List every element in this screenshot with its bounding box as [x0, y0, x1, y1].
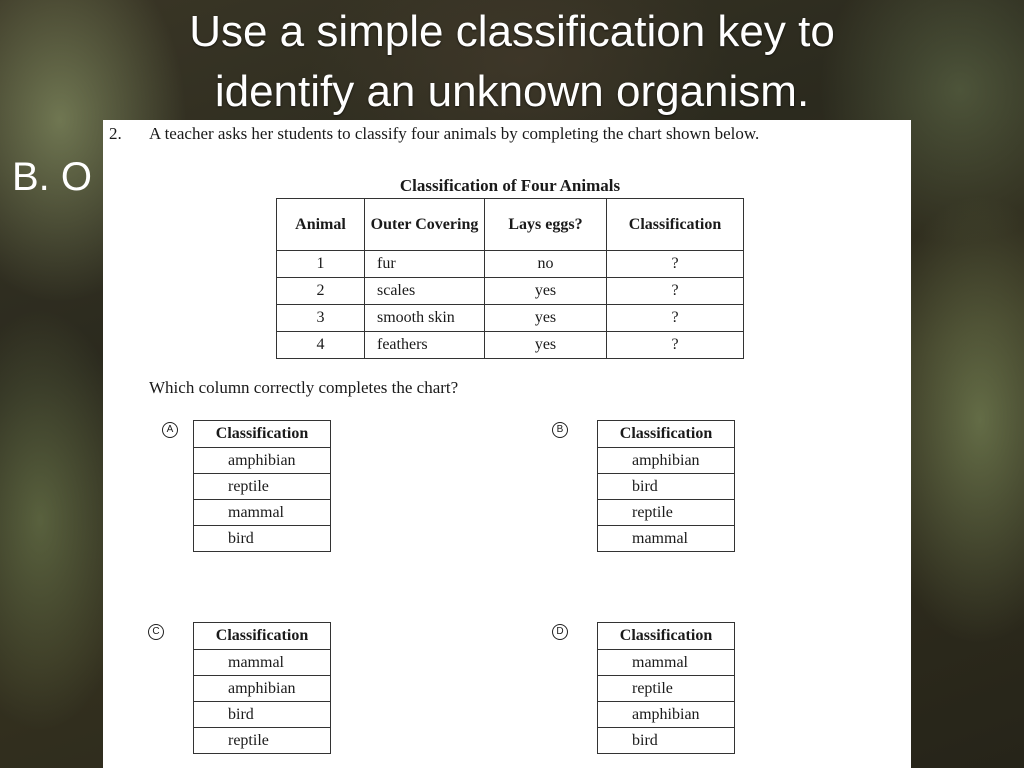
question-prompt: Which column correctly completes the chart? [149, 378, 459, 397]
option-a-marker[interactable]: A [162, 422, 178, 438]
chart-title: Classification of Four Animals [399, 176, 621, 195]
option-item: bird [598, 728, 735, 754]
question-text: A teacher asks her students to classify four animals by completing the chart shown below. [149, 124, 760, 143]
option-d-marker[interactable]: D [552, 624, 568, 640]
cell-eggs: yes [485, 332, 607, 359]
option-header: Classification [598, 623, 735, 650]
option-item: bird [194, 526, 331, 552]
question-number: 2. [109, 124, 122, 143]
cell-covering: smooth skin [365, 305, 485, 332]
option-item: amphibian [194, 676, 331, 702]
option-item: mammal [598, 650, 735, 676]
option-item: reptile [194, 728, 331, 754]
table-row [277, 332, 744, 359]
slide-title [0, 2, 1024, 122]
worksheet-image [103, 120, 911, 768]
cell-animal: 1 [277, 251, 365, 278]
option-header: Classification [598, 421, 735, 448]
option-item: bird [194, 702, 331, 728]
option-c-marker[interactable]: C [148, 624, 164, 640]
table-row [277, 305, 744, 332]
option-d-table [597, 622, 735, 754]
table-header-row [277, 199, 744, 251]
slide-title-line-1: Use a simple classification key to [189, 7, 835, 56]
cell-classification: ? [607, 305, 744, 332]
option-a-table [193, 420, 331, 552]
header-classification: Classification [607, 199, 744, 251]
cell-covering: scales [365, 278, 485, 305]
cell-animal: 2 [277, 278, 365, 305]
option-item: reptile [598, 676, 735, 702]
option-header: Classification [194, 421, 331, 448]
option-item: mammal [194, 500, 331, 526]
table-row [277, 278, 744, 305]
cell-classification: ? [607, 332, 744, 359]
slide-title-line-2: identify an unknown organism. [214, 67, 810, 116]
cell-covering: fur [365, 251, 485, 278]
option-b-table [597, 420, 735, 552]
option-header: Classification [194, 623, 331, 650]
option-item: amphibian [598, 702, 735, 728]
option-item: mammal [194, 650, 331, 676]
slide-subhead: B. O [12, 155, 93, 199]
header-animal: Animal [277, 199, 365, 251]
option-item: reptile [598, 500, 735, 526]
option-item: amphibian [598, 448, 735, 474]
cell-classification: ? [607, 278, 744, 305]
header-lays-eggs: Lays eggs? [485, 199, 607, 251]
table-row [277, 251, 744, 278]
cell-covering: feathers [365, 332, 485, 359]
option-item: reptile [194, 474, 331, 500]
option-c-table [193, 622, 331, 754]
cell-classification: ? [607, 251, 744, 278]
option-b-marker[interactable]: B [552, 422, 568, 438]
cell-eggs: no [485, 251, 607, 278]
option-item: mammal [598, 526, 735, 552]
cell-eggs: yes [485, 278, 607, 305]
header-outer-covering: Outer Covering [365, 199, 485, 251]
cell-animal: 4 [277, 332, 365, 359]
option-item: amphibian [194, 448, 331, 474]
option-item: bird [598, 474, 735, 500]
cell-eggs: yes [485, 305, 607, 332]
animals-table [276, 198, 744, 359]
cell-animal: 3 [277, 305, 365, 332]
